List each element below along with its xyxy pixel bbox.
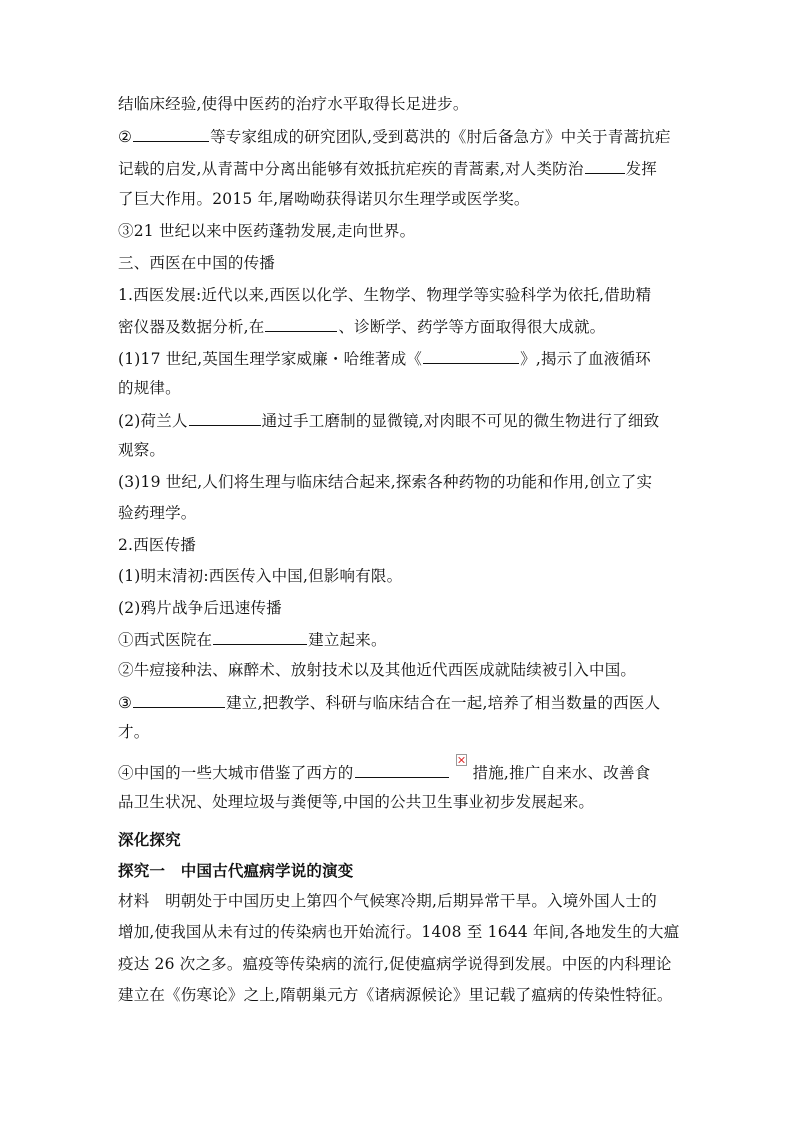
text: ③21 世纪以来中医药蓬勃发展,走向世界。 bbox=[118, 222, 416, 240]
fill-blank[interactable] bbox=[355, 762, 449, 778]
text-line bbox=[118, 221, 678, 241]
text-line bbox=[118, 503, 678, 523]
text: 密仪器及数据分析,在 bbox=[118, 318, 265, 336]
fill-blank[interactable] bbox=[265, 316, 337, 332]
text-line bbox=[118, 762, 678, 783]
fill-blank[interactable] bbox=[133, 126, 209, 142]
text: 增加,使我国从未有过的传染病也开始流行。1408 至 1644 年间,各地发生的大瘟 bbox=[118, 923, 680, 941]
text: 品卫生状况、处理垃圾与粪便等,中国的公共卫生事业初步发展起来。 bbox=[118, 793, 595, 811]
text: 措施,推广自来水、改善食 bbox=[472, 764, 651, 782]
text: 2.西医传播 bbox=[118, 536, 196, 554]
text: 探究一 中国古代瘟病学说的演变 bbox=[118, 862, 354, 880]
text: 验药理学。 bbox=[118, 504, 197, 522]
text: ④中国的一些大城市借鉴了西方的 bbox=[118, 764, 354, 782]
text-line bbox=[118, 189, 678, 209]
fill-blank[interactable] bbox=[133, 692, 225, 708]
text: 疫达 26 次之多。瘟疫等传染病的流行,促使瘟病学说得到发展。中医的内科理论 bbox=[118, 955, 672, 973]
fill-blank[interactable] bbox=[189, 410, 261, 426]
text-line bbox=[118, 660, 678, 680]
text: ②牛痘接种法、麻醉术、放射技术以及其他近代西医成就陆续被引入中国。 bbox=[118, 661, 637, 679]
text: 通过手工磨制的显微镜,对肉眼不可见的微生物进行了细致 bbox=[261, 412, 660, 430]
text-line bbox=[118, 692, 678, 713]
text-line bbox=[118, 535, 678, 555]
text: (2)荷兰人 bbox=[118, 412, 188, 430]
text: 建立起来。 bbox=[308, 631, 387, 649]
text-line bbox=[118, 598, 678, 618]
text-line bbox=[118, 922, 678, 942]
fill-blank[interactable] bbox=[585, 158, 625, 174]
text: ③ bbox=[118, 694, 133, 712]
text-line bbox=[118, 378, 678, 398]
text-line bbox=[118, 285, 678, 305]
text-line bbox=[118, 954, 678, 974]
text-line bbox=[118, 316, 678, 337]
text: 、诊断学、药学等方面取得很大成就。 bbox=[338, 318, 606, 336]
fill-blank[interactable] bbox=[213, 629, 307, 645]
text: 了巨大作用。2015 年,屠呦呦获得诺贝尔生理学或医学奖。 bbox=[118, 190, 530, 208]
text: ② bbox=[118, 128, 133, 146]
section-heading bbox=[118, 253, 678, 273]
text: ①西式医院在 bbox=[118, 631, 213, 649]
text-line bbox=[118, 891, 678, 911]
text: 三、西医在中国的传播 bbox=[118, 254, 276, 272]
text-line bbox=[118, 985, 678, 1005]
text: 才。 bbox=[118, 723, 150, 741]
text-line bbox=[118, 348, 678, 369]
text-line bbox=[118, 566, 678, 586]
fill-blank[interactable] bbox=[423, 348, 519, 364]
text: 等专家组成的研究团队,受到葛洪的《肘后备急方》中关于青蒿抗疟 bbox=[210, 128, 671, 146]
text-line bbox=[118, 126, 678, 147]
text: 建立在《伤寒论》之上,隋朝巢元方《诸病源候论》里记载了瘟病的传染性特征。 bbox=[118, 986, 673, 1004]
text-line bbox=[118, 722, 678, 742]
text: 的规律。 bbox=[118, 379, 181, 397]
text-line bbox=[118, 158, 678, 179]
text: 结临床经验,使得中医药的治疗水平取得长足进步。 bbox=[118, 95, 469, 113]
text: (1)17 世纪,英国生理学家威廉・哈维著成《 bbox=[118, 350, 423, 368]
text: 建立,把教学、科研与临床结合在一起,培养了相当数量的西医人 bbox=[226, 694, 661, 712]
subsection-heading bbox=[118, 861, 678, 881]
text: 记载的启发,从青蒿中分离出能够有效抵抗疟疾的青蒿素,对人类防治 bbox=[118, 160, 584, 178]
text-line bbox=[118, 440, 678, 460]
text-line bbox=[118, 472, 678, 492]
text: (1)明末清初:西医传入中国,但影响有限。 bbox=[118, 567, 403, 585]
text-line bbox=[118, 629, 678, 650]
text: (3)19 世纪,人们将生理与临床结合起来,探索各种药物的功能和作用,创立了实 bbox=[118, 473, 653, 491]
text: 深化探究 bbox=[118, 831, 181, 849]
text: 观察。 bbox=[118, 441, 166, 459]
text: 发挥 bbox=[625, 160, 657, 178]
section-heading bbox=[118, 830, 678, 850]
broken-image-icon bbox=[456, 754, 467, 766]
text: 1.西医发展:近代以来,西医以化学、生物学、物理学等实验科学为依托,借助精 bbox=[118, 286, 652, 304]
text-line bbox=[118, 792, 678, 812]
text: 》,揭示了血液循环 bbox=[520, 350, 651, 368]
text: (2)鸦片战争后迅速传播 bbox=[118, 599, 282, 617]
text-line bbox=[118, 410, 678, 431]
text: 材料 明朝处于中国历史上第四个气候寒冷期,后期异常干旱。入境外国人士的 bbox=[118, 892, 657, 910]
text-line bbox=[118, 94, 678, 114]
